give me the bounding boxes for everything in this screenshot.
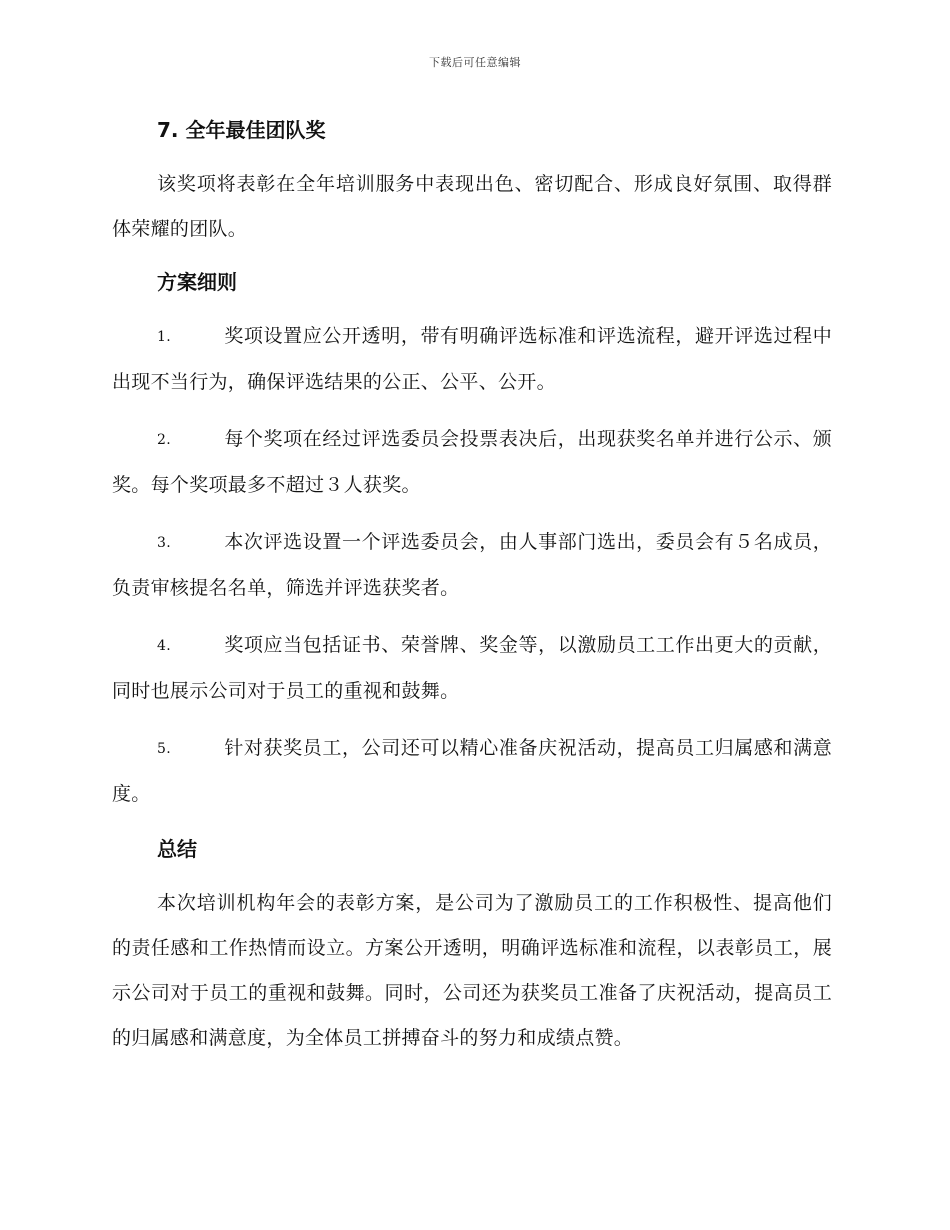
list-item-number: 2. xyxy=(157,432,171,448)
document-body xyxy=(112,112,832,1061)
list-item-text: 每个奖项在经过评选委员会投票表决后，出现获奖名单并进行公示、颁奖。每个奖项最多不超过３人获奖。 xyxy=(112,428,832,496)
list-item-number: 5. xyxy=(157,741,171,757)
details-heading: 方案细则 xyxy=(157,270,237,294)
list-item xyxy=(112,520,832,611)
section-heading-best-team: 7. 全年最佳团队奖 xyxy=(157,118,326,142)
list-item-number: 3. xyxy=(157,535,171,551)
list-item xyxy=(112,623,832,714)
summary-paragraph: 本次培训机构年会的表彰方案，是公司为了激励员工的工作积极性、提高他们的责任感和工作热情而设立。方案公开透明，明确评选标准和流程，以表彰员工，展示公司对于员工的重视和鼓舞。同时，公司还为获奖员工准备了庆祝活动，提高员工的归属感和满意度，为全体员工拼搏奋斗的努力和成绩点赞。 xyxy=(112,892,832,1049)
list-item xyxy=(112,314,832,405)
list-item-number: 1. xyxy=(157,329,171,345)
list-item-text: 奖项设置应公开透明，带有明确评选标准和评选流程，避开评选过程中出现不当行为，确保评选结果的公正、公平、公开。 xyxy=(112,325,832,393)
list-item xyxy=(112,417,832,508)
list-item-number: 4. xyxy=(157,638,171,654)
details-list xyxy=(112,314,832,817)
list-item-text: 针对获奖员工，公司还可以精心准备庆祝活动，提高员工归属感和满意度。 xyxy=(112,737,832,805)
list-item-text: 奖项应当包括证书、荣誉牌、奖金等，以激励员工工作出更大的贡献，同时也展示公司对于员工的重视和鼓舞。 xyxy=(112,634,832,702)
page-header: 下载后可任意编辑 xyxy=(429,56,521,69)
list-item-text: 本次评选设置一个评选委员会，由人事部门选出，委员会有５名成员，负责审核提名名单，筛选并评选获奖者。 xyxy=(112,531,832,599)
section-description: 该奖项将表彰在全年培训服务中表现出色、密切配合、形成良好氛围、取得群体荣耀的团队。 xyxy=(112,173,832,240)
summary-heading: 总结 xyxy=(157,837,197,861)
list-item xyxy=(112,726,832,817)
